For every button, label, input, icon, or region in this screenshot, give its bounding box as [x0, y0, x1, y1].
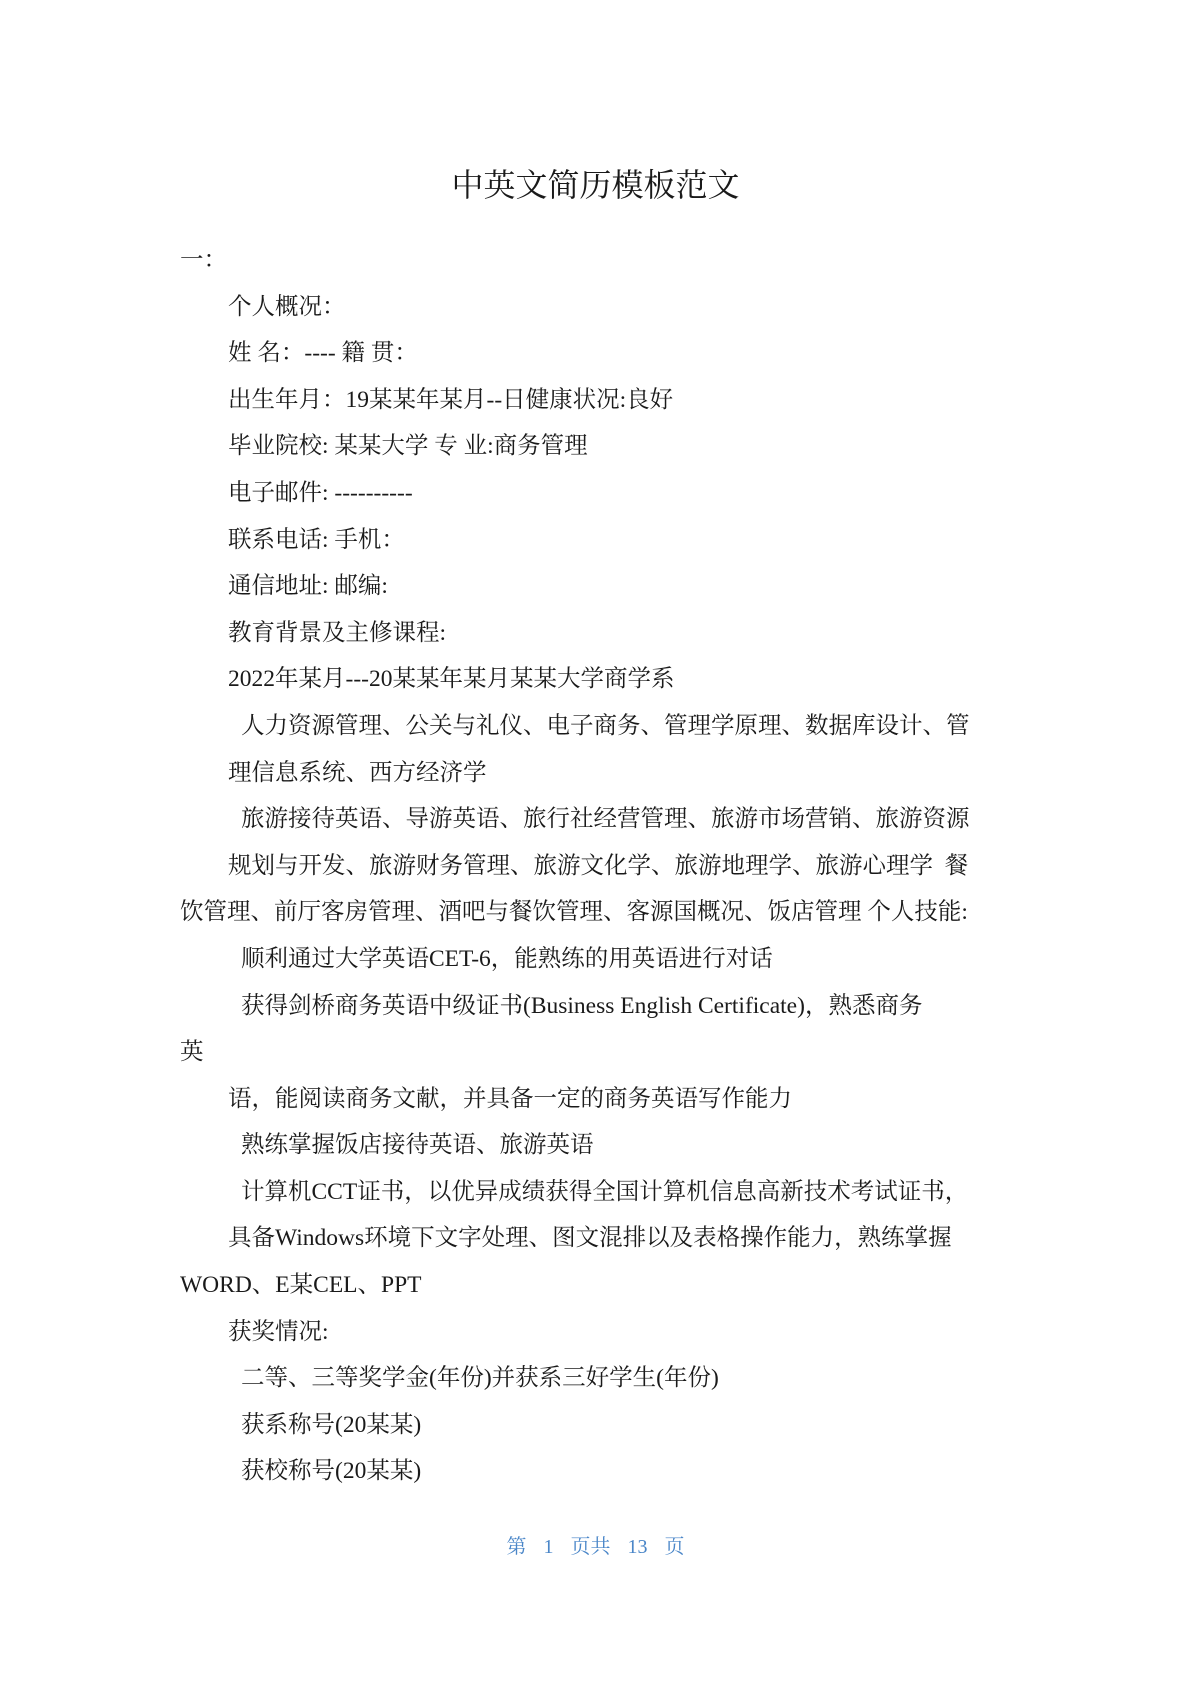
- skill-bec-continued: 语，能阅读商务文献，并具备一定的商务英语写作能力: [228, 1085, 792, 1112]
- personal-info-heading: 个人概况：: [228, 293, 346, 320]
- phone-line: 联系电话: 手机：: [228, 526, 405, 553]
- awards-heading: 获奖情况:: [228, 1318, 329, 1345]
- skill-computer-line: 计算机CCT证书，以优异成绩获得全国计算机信息高新技术考试证书，: [241, 1178, 969, 1205]
- name-hometown-line: 姓 名：---- 籍 贯：: [228, 340, 418, 367]
- business-courses-line: 人力资源管理、公关与礼仪、电子商务、管理学原理、数据库设计、管: [241, 712, 970, 739]
- address-line: 通信地址: 邮编:: [228, 573, 388, 600]
- skill-office-software-line: WORD、E某CEL、PPT: [180, 1272, 422, 1299]
- award-scholarship-line: 二等、三等奖学金(年份)并获系三好学生(年份): [241, 1365, 719, 1392]
- birth-health-line: 出生年月：19某某年某月--日健康状况:良好: [228, 386, 674, 413]
- tourism-courses-continued: 规划与开发、旅游财务管理、旅游文化学、旅游地理学、旅游心理学 餐: [228, 852, 969, 879]
- skill-bec-wrap: 英: [180, 1039, 204, 1066]
- award-department-title-line: 获系称号(20某某): [241, 1411, 422, 1438]
- skill-computer-continued: 具备Windows环境下文字处理、图文混排以及表格操作能力，熟练掌握: [228, 1225, 952, 1252]
- document-title: 中英文简历模板范文: [451, 167, 740, 203]
- education-period-line: 2022年某月---20某某年某月某某大学商学系: [228, 666, 675, 693]
- page-number-footer: 第 1 页共 13 页: [506, 1536, 685, 1558]
- skill-cet6-line: 顺利通过大学英语CET-6，能熟练的用英语进行对话: [241, 945, 773, 972]
- school-major-line: 毕业院校: 某某大学 专 业:商务管理: [228, 433, 588, 460]
- skill-hotel-english-line: 熟练掌握饭店接待英语、旅游英语: [241, 1132, 594, 1159]
- tourism-courses-line: 旅游接待英语、导游英语、旅行社经营管理、旅游市场营销、旅游资源: [241, 806, 970, 833]
- award-school-title-line: 获校称号(20某某): [241, 1458, 422, 1485]
- hotel-courses-skills-heading: 饮管理、前厅客房管理、酒吧与餐饮管理、客源国概况、饭店管理 个人技能:: [180, 899, 968, 926]
- document-body: [0, 237, 1191, 1495]
- section-number-heading: 一：: [180, 247, 227, 273]
- email-line: 电子邮件: ----------: [228, 479, 413, 506]
- education-heading: 教育背景及主修课程:: [228, 619, 447, 646]
- business-courses-continued: 理信息系统、西方经济学: [228, 759, 487, 786]
- skill-bec-line: 获得剑桥商务英语中级证书(Business English Certificate)，熟悉商务: [241, 992, 923, 1019]
